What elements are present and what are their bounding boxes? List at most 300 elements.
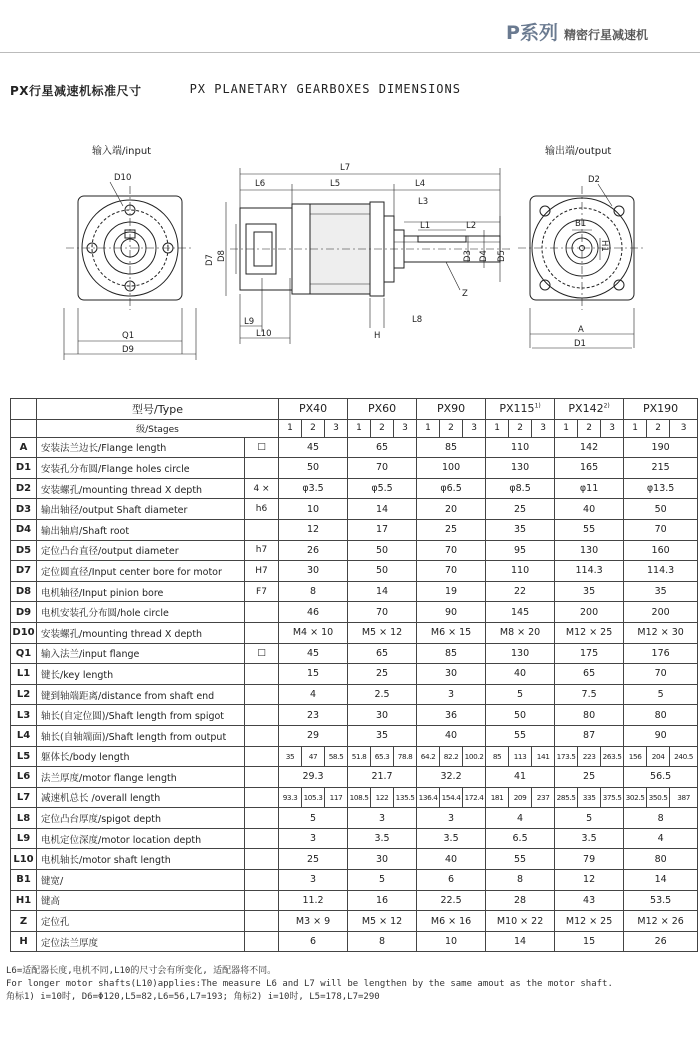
value-cell: 160 (624, 540, 698, 561)
note-2: For longer motor shafts(L10)applies:The measure L6 and L7 will be lengthen by the same amout as the motor shaft. (6, 979, 613, 989)
label-d4: D4 (479, 250, 489, 262)
model-px190: PX190 (624, 399, 698, 420)
value-cell: M10 × 22 (486, 911, 555, 932)
row-tolerance (245, 787, 279, 808)
row-tolerance: □ (245, 437, 279, 458)
table-row (11, 767, 698, 788)
value-cell: 25 (348, 664, 417, 685)
row-description: 键到轴端距离/distance from shaft end (37, 684, 245, 705)
value-cell: 41 (486, 767, 555, 788)
value-cell: 40 (486, 664, 555, 685)
label-l3: L3 (418, 197, 429, 207)
value-cell: 50 (348, 561, 417, 582)
header-blank (11, 399, 37, 420)
row-tolerance (245, 849, 279, 870)
value-cell: 14 (348, 499, 417, 520)
value-cell: φ6.5 (417, 478, 486, 499)
row-code: L4 (11, 725, 37, 746)
row-tolerance: □ (245, 643, 279, 664)
model-footnote-mark: 1) (534, 402, 541, 410)
row-tolerance: 4 × (245, 478, 279, 499)
value-cell: 30 (348, 705, 417, 726)
row-description: 定位孔 (37, 911, 245, 932)
value-cell: 85 (486, 746, 509, 767)
table-row (11, 787, 698, 808)
row-description: 电机轴长/motor shaft length (37, 849, 245, 870)
value-cell: 130 (486, 643, 555, 664)
value-cell: 45 (279, 437, 348, 458)
value-cell: 14 (624, 870, 698, 891)
value-cell: 93.3 (279, 787, 302, 808)
value-cell: 5 (555, 808, 624, 829)
value-cell: 6 (279, 931, 348, 952)
label-d5: D5 (497, 250, 507, 262)
value-cell: 22.5 (417, 890, 486, 911)
value-cell: 25 (279, 849, 348, 870)
row-code: L5 (11, 746, 37, 767)
value-cell: 113 (509, 746, 532, 767)
brand (506, 18, 648, 45)
label-d10: D10 (114, 173, 132, 183)
value-cell: 209 (509, 787, 532, 808)
row-code: L8 (11, 808, 37, 829)
table-row (11, 849, 698, 870)
value-cell: 130 (555, 540, 624, 561)
table-row (11, 581, 698, 602)
value-cell: 3.5 (417, 828, 486, 849)
value-cell: 100 (417, 458, 486, 479)
row-tolerance (245, 828, 279, 849)
value-cell: 3 (348, 808, 417, 829)
row-tolerance (245, 664, 279, 685)
row-tolerance: h6 (245, 499, 279, 520)
label-l4: L4 (415, 179, 426, 189)
stage-cell: 1 (417, 419, 440, 437)
table-row (11, 458, 698, 479)
value-cell: 70 (348, 458, 417, 479)
label-l10: L10 (256, 329, 272, 339)
value-cell: 3.5 (348, 828, 417, 849)
row-description: 定位凸台直径/output diameter (37, 540, 245, 561)
value-cell: 70 (624, 664, 698, 685)
value-cell: 50 (624, 499, 698, 520)
row-description: 轴长(自轴端面)/Shaft length from output (37, 725, 245, 746)
stage-cell: 3 (670, 419, 698, 437)
value-cell: 35 (555, 581, 624, 602)
row-tolerance (245, 890, 279, 911)
label-l8: L8 (412, 315, 423, 325)
table-row (11, 725, 698, 746)
brand-subtitle: 精密行星减速机 (563, 28, 648, 42)
value-cell: 79 (555, 849, 624, 870)
value-cell: 65 (555, 664, 624, 685)
value-cell: 175 (555, 643, 624, 664)
row-code: D2 (11, 478, 37, 499)
value-cell: 28 (486, 890, 555, 911)
label-d2: D2 (588, 175, 600, 185)
table-row (11, 870, 698, 891)
row-description: 输出轴径/output Shaft diameter (37, 499, 245, 520)
value-cell: 110 (486, 561, 555, 582)
row-code: L9 (11, 828, 37, 849)
row-description: 减速机总长 /overall length (37, 787, 245, 808)
label-q1: Q1 (122, 331, 135, 341)
table-row (11, 664, 698, 685)
row-tolerance (245, 622, 279, 643)
row-tolerance (245, 808, 279, 829)
value-cell: 5 (624, 684, 698, 705)
value-cell: 176 (624, 643, 698, 664)
value-cell: 12 (279, 519, 348, 540)
stages-header: 级/Stages (37, 419, 279, 437)
value-cell: 51.8 (348, 746, 371, 767)
note-1: L6=适配器长度,电机不同,L10的尺寸会有所变化, 适配器将不同。 (6, 966, 277, 976)
value-cell: 16 (348, 890, 417, 911)
model-px115: PX115$^{1)}$ (486, 399, 555, 420)
row-description: 安装法兰边长/Flange length (37, 437, 245, 458)
value-cell: 335 (578, 787, 601, 808)
row-description: 电机轴径/Input pinion bore (37, 581, 245, 602)
model-px60: PX60 (348, 399, 417, 420)
value-cell: 56.5 (624, 767, 698, 788)
value-cell: φ5.5 (348, 478, 417, 499)
value-cell: 114.3 (555, 561, 624, 582)
table-row (11, 890, 698, 911)
value-cell: 11.2 (279, 890, 348, 911)
value-cell: 136.4 (417, 787, 440, 808)
value-cell: 190 (624, 437, 698, 458)
table-row (11, 828, 698, 849)
row-description: 定位圆直径/Input center bore for motor (37, 561, 245, 582)
row-tolerance (245, 931, 279, 952)
value-cell: 95 (486, 540, 555, 561)
value-cell: 5 (348, 870, 417, 891)
value-cell: 26 (624, 931, 698, 952)
header-divider (0, 52, 700, 53)
value-cell: 3 (417, 808, 486, 829)
value-cell: 85 (417, 437, 486, 458)
row-tolerance: H7 (245, 561, 279, 582)
stage-cell: 1 (279, 419, 302, 437)
value-cell: 36 (417, 705, 486, 726)
value-cell: M12 × 25 (555, 622, 624, 643)
row-code: L6 (11, 767, 37, 788)
value-cell: 114.3 (624, 561, 698, 582)
value-cell: 3 (279, 828, 348, 849)
stage-cell: 2 (509, 419, 532, 437)
row-description: 电机定位深度/motor location depth (37, 828, 245, 849)
row-code: L7 (11, 787, 37, 808)
value-cell: M5 × 12 (348, 622, 417, 643)
value-cell: 387 (670, 787, 698, 808)
table-row (11, 684, 698, 705)
value-cell: 8 (624, 808, 698, 829)
row-code: D3 (11, 499, 37, 520)
value-cell: 302.5 (624, 787, 647, 808)
value-cell: φ3.5 (279, 478, 348, 499)
row-description: 轴长(自定位圆)/Shaft length from spigot (37, 705, 245, 726)
value-cell: M5 × 12 (348, 911, 417, 932)
row-code: D10 (11, 622, 37, 643)
value-cell: 172.4 (463, 787, 486, 808)
stage-cell: 2 (440, 419, 463, 437)
model-header: 型号/Type (37, 399, 279, 420)
footnotes (6, 965, 613, 1004)
value-cell: 156 (624, 746, 647, 767)
value-cell: 8 (348, 931, 417, 952)
brand-series: P系列 (506, 22, 558, 44)
value-cell: 78.8 (394, 746, 417, 767)
row-tolerance (245, 705, 279, 726)
value-cell: 90 (417, 602, 486, 623)
value-cell: 215 (624, 458, 698, 479)
value-cell: 173.5 (555, 746, 578, 767)
stage-cell: 3 (325, 419, 348, 437)
value-cell: 35 (348, 725, 417, 746)
value-cell: 50 (348, 540, 417, 561)
value-cell: 50 (279, 458, 348, 479)
table-row (11, 746, 698, 767)
value-cell: φ8.5 (486, 478, 555, 499)
row-tolerance (245, 725, 279, 746)
stage-cell: 3 (463, 419, 486, 437)
row-description: 键高 (37, 890, 245, 911)
value-cell: 141 (532, 746, 555, 767)
row-code: D5 (11, 540, 37, 561)
table-row (11, 540, 698, 561)
row-code: L1 (11, 664, 37, 685)
value-cell: M8 × 20 (486, 622, 555, 643)
value-cell: 4 (624, 828, 698, 849)
value-cell: 87 (555, 725, 624, 746)
stage-cell: 3 (601, 419, 624, 437)
label-d8: D8 (217, 250, 227, 262)
stage-cell: 3 (532, 419, 555, 437)
value-cell: 223 (578, 746, 601, 767)
stage-cell: 1 (555, 419, 578, 437)
stage-cell: 3 (394, 419, 417, 437)
label-d9: D9 (122, 345, 134, 355)
value-cell: 3 (417, 684, 486, 705)
stage-cell: 1 (486, 419, 509, 437)
title-cn: PX行星减速机标准尺寸 (10, 84, 142, 98)
value-cell: 200 (624, 602, 698, 623)
value-cell: 105.3 (302, 787, 325, 808)
table-row (11, 602, 698, 623)
row-tolerance: F7 (245, 581, 279, 602)
value-cell: 35 (624, 581, 698, 602)
row-description: 键长/key length (37, 664, 245, 685)
value-cell: 90 (624, 725, 698, 746)
value-cell: 30 (279, 561, 348, 582)
title-en: PX PLANETARY GEARBOXES DIMENSIONS (189, 82, 461, 96)
page-title (10, 82, 461, 99)
row-tolerance (245, 870, 279, 891)
value-cell: 26 (279, 540, 348, 561)
label-b1: B1 (575, 219, 587, 229)
row-tolerance (245, 911, 279, 932)
label-d1: D1 (574, 339, 586, 349)
row-description: 输入法兰/input flange (37, 643, 245, 664)
stage-cell: 2 (371, 419, 394, 437)
value-cell: 240.5 (670, 746, 698, 767)
value-cell: φ11 (555, 478, 624, 499)
value-cell: 263.5 (601, 746, 624, 767)
row-code: D4 (11, 519, 37, 540)
value-cell: 70 (348, 602, 417, 623)
label-l7: L7 (340, 163, 351, 173)
table-row (11, 931, 698, 952)
label-z: Z (462, 289, 468, 299)
value-cell: 70 (624, 519, 698, 540)
stage-cell: 2 (302, 419, 325, 437)
row-tolerance (245, 519, 279, 540)
value-cell: 14 (348, 581, 417, 602)
row-code: L2 (11, 684, 37, 705)
value-cell: 55 (486, 725, 555, 746)
value-cell: 32.2 (417, 767, 486, 788)
model-px142: PX142$^{2)}$ (555, 399, 624, 420)
value-cell: M6 × 15 (417, 622, 486, 643)
value-cell: 25 (417, 519, 486, 540)
value-cell: 35 (279, 746, 302, 767)
value-cell: 80 (624, 849, 698, 870)
stage-cell: 2 (578, 419, 601, 437)
value-cell: 70 (417, 561, 486, 582)
value-cell: 165 (555, 458, 624, 479)
value-cell: 2.5 (348, 684, 417, 705)
row-code: Q1 (11, 643, 37, 664)
row-tolerance (245, 458, 279, 479)
value-cell: 108.5 (348, 787, 371, 808)
table-row (11, 499, 698, 520)
row-description: 输出轴肩/Shaft root (37, 519, 245, 540)
row-description: 定位法兰厚度 (37, 931, 245, 952)
value-cell: 110 (486, 437, 555, 458)
value-cell: 47 (302, 746, 325, 767)
value-cell: 200 (555, 602, 624, 623)
table-stages-row (11, 419, 698, 437)
row-tolerance (245, 767, 279, 788)
value-cell: M12 × 25 (555, 911, 624, 932)
row-description: 安装螺孔/mounting thread X depth (37, 622, 245, 643)
value-cell: 130 (486, 458, 555, 479)
label-h: H (374, 331, 381, 341)
row-description: 电机安装孔分布圆/hole circle (37, 602, 245, 623)
value-cell: 20 (417, 499, 486, 520)
model-footnote-mark: 2) (603, 402, 610, 410)
value-cell: 145 (486, 602, 555, 623)
value-cell: 80 (555, 705, 624, 726)
value-cell: 6.5 (486, 828, 555, 849)
value-cell: M12 × 30 (624, 622, 698, 643)
value-cell: M4 × 10 (279, 622, 348, 643)
label-l2: L2 (466, 221, 477, 231)
value-cell: 55 (486, 849, 555, 870)
label-a: A (578, 325, 584, 335)
table-row (11, 643, 698, 664)
value-cell: 55 (555, 519, 624, 540)
row-tolerance (245, 746, 279, 767)
value-cell: M3 × 9 (279, 911, 348, 932)
value-cell: 25 (555, 767, 624, 788)
value-cell: 29.3 (279, 767, 348, 788)
value-cell: 12 (555, 870, 624, 891)
model-px40: PX40 (279, 399, 348, 420)
value-cell: 22 (486, 581, 555, 602)
value-cell: 40 (417, 849, 486, 870)
value-cell: 3 (279, 870, 348, 891)
value-cell: 25 (486, 499, 555, 520)
row-code: A (11, 437, 37, 458)
table-row (11, 561, 698, 582)
value-cell: 30 (417, 664, 486, 685)
stage-cell: 1 (624, 419, 647, 437)
label-d3: D3 (463, 250, 473, 262)
value-cell: 82.2 (440, 746, 463, 767)
value-cell: 70 (417, 540, 486, 561)
value-cell: M12 × 26 (624, 911, 698, 932)
row-description: 法兰厚度/motor flange length (37, 767, 245, 788)
stage-cell: 2 (647, 419, 670, 437)
value-cell: 142 (555, 437, 624, 458)
value-cell: 53.5 (624, 890, 698, 911)
row-code: H (11, 931, 37, 952)
note-3: 角标1) i=10时, D6=Φ120,L5=82,L6=56,L7=193; 角标2) i=10时, L5=178,L7=290 (6, 992, 380, 1002)
value-cell: 6 (417, 870, 486, 891)
row-code: L3 (11, 705, 37, 726)
row-description: 键宽/ (37, 870, 245, 891)
row-code: D8 (11, 581, 37, 602)
value-cell: 135.5 (394, 787, 417, 808)
label-l6: L6 (255, 179, 266, 189)
label-l9: L9 (244, 317, 255, 327)
value-cell: 14 (486, 931, 555, 952)
value-cell: 35 (486, 519, 555, 540)
value-cell: 350.5 (647, 787, 670, 808)
label-h1: H1 (599, 240, 609, 252)
value-cell: 8 (486, 870, 555, 891)
table-row (11, 437, 698, 458)
value-cell: 122 (371, 787, 394, 808)
value-cell: 7.5 (555, 684, 624, 705)
value-cell: 10 (417, 931, 486, 952)
value-cell: 4 (486, 808, 555, 829)
stages-blank (11, 419, 37, 437)
value-cell: 3.5 (555, 828, 624, 849)
value-cell: 40 (417, 725, 486, 746)
value-cell: 65 (348, 643, 417, 664)
value-cell: 21.7 (348, 767, 417, 788)
row-code: D1 (11, 458, 37, 479)
row-description: 安装孔分布圆/Flange holes circle (37, 458, 245, 479)
table-header-row (11, 399, 698, 420)
row-tolerance (245, 602, 279, 623)
value-cell: 15 (279, 664, 348, 685)
row-code: D9 (11, 602, 37, 623)
value-cell: 45 (279, 643, 348, 664)
value-cell: 43 (555, 890, 624, 911)
value-cell: 30 (348, 849, 417, 870)
row-code: D7 (11, 561, 37, 582)
value-cell: 5 (486, 684, 555, 705)
model-px90: PX90 (417, 399, 486, 420)
value-cell: 80 (624, 705, 698, 726)
value-cell: 15 (555, 931, 624, 952)
value-cell: 50 (486, 705, 555, 726)
value-cell: 64.2 (417, 746, 440, 767)
value-cell: 85 (417, 643, 486, 664)
